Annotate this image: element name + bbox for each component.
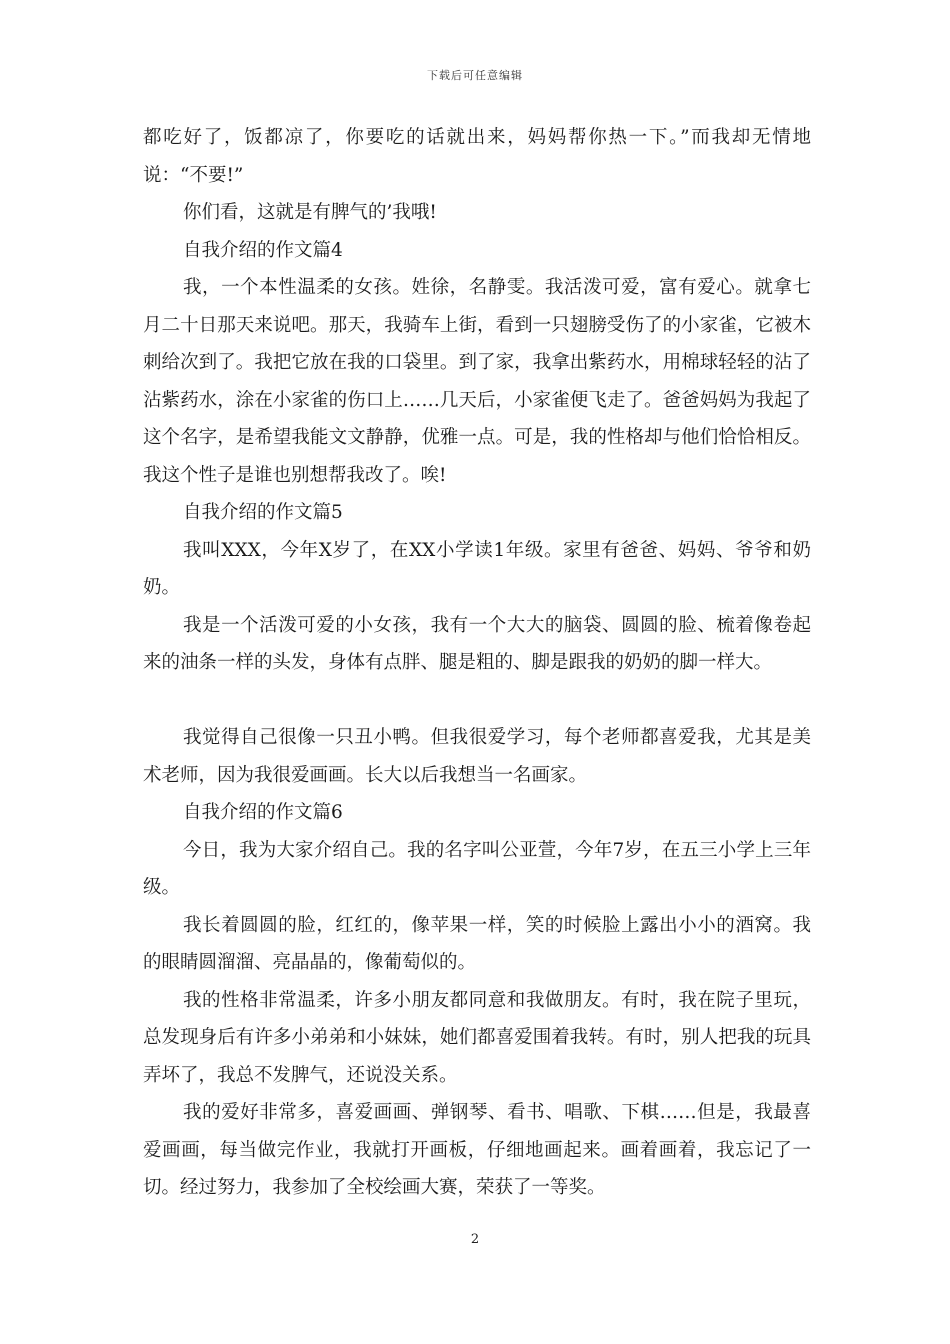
paragraph-continued: 都吃好了，饭都凉了，你要吃的话就出来，妈妈帮你热一下。”而我却无情地说：“不要!”	[143, 127, 811, 186]
paragraph: 我叫XXX，今年X岁了，在XX小学读1年级。家里有爸爸、妈妈、爷爷和奶奶。	[143, 539, 811, 598]
section-heading-5: 自我介绍的作文篇5	[183, 502, 343, 523]
paragraph: 你们看，这就是有脾气的’我哦!	[183, 202, 437, 223]
paragraph: 我是一个活泼可爱的小女孩，我有一个大大的脑袋、圆圆的脸、梳着像卷起来的油条一样的头发，身体有点胖、腿是粗的、脚是跟我的奶奶的脚一样大。	[143, 614, 811, 673]
paragraph: 今日，我为大家介绍自己。我的名字叫公亚萱，今年7岁，在五三小学上三年级。	[143, 839, 811, 898]
paragraph: 我觉得自己很像一只丑小鸭。但我很爱学习，每个老师都喜爱我，尤其是美术老师，因为我很爱画画。长大以后我想当一名画家。	[143, 727, 811, 786]
paragraph: 我长着圆圆的脸，红红的，像苹果一样，笑的时候脸上露出小小的酒窝。我的眼睛圆溜溜、亮晶晶的，像葡萄似的。	[143, 914, 811, 973]
section-heading-6: 自我介绍的作文篇6	[183, 802, 343, 823]
page-header: 下载后可任意编辑	[427, 69, 523, 82]
paragraph: 我的性格非常温柔，许多小朋友都同意和我做朋友。有时，我在院子里玩，总发现身后有许多小弟弟和小妹妹，她们都喜爱围着我转。有时，别人把我的玩具弄坏了，我总不发脾气，还说没关系。	[143, 989, 811, 1086]
page-number: 2	[470, 1232, 480, 1247]
document-body	[143, 119, 811, 1207]
blank-line	[143, 682, 811, 720]
paragraph: 我，一个本性温柔的女孩。姓徐，名静雯。我活泼可爱，富有爱心。就拿七月二十日那天来说吧。那天，我骑车上街，看到一只翅膀受伤了的小家雀，它被木刺给次到了。我把它放在我的口袋里。到了家，我拿出紫药水，用棉球轻轻的沾了沾紫药水，涂在小家雀的伤口上……几天后，小家雀便飞走了。爸爸妈妈为我起了这个名字，是希望我能文文静静，优雅一点。可是，我的性格却与他们恰恰相反。我这个性子是谁也别想帮我改了。唉!	[143, 277, 811, 486]
paragraph: 我的爱好非常多，喜爱画画、弹钢琴、看书、唱歌、下棋……但是，我最喜爱画画，每当做完作业，我就打开画板，仔细地画起来。画着画着，我忘记了一切。经过努力，我参加了全校绘画大赛，荣获了一等奖。	[143, 1102, 811, 1198]
section-heading-4: 自我介绍的作文篇4	[183, 239, 343, 261]
